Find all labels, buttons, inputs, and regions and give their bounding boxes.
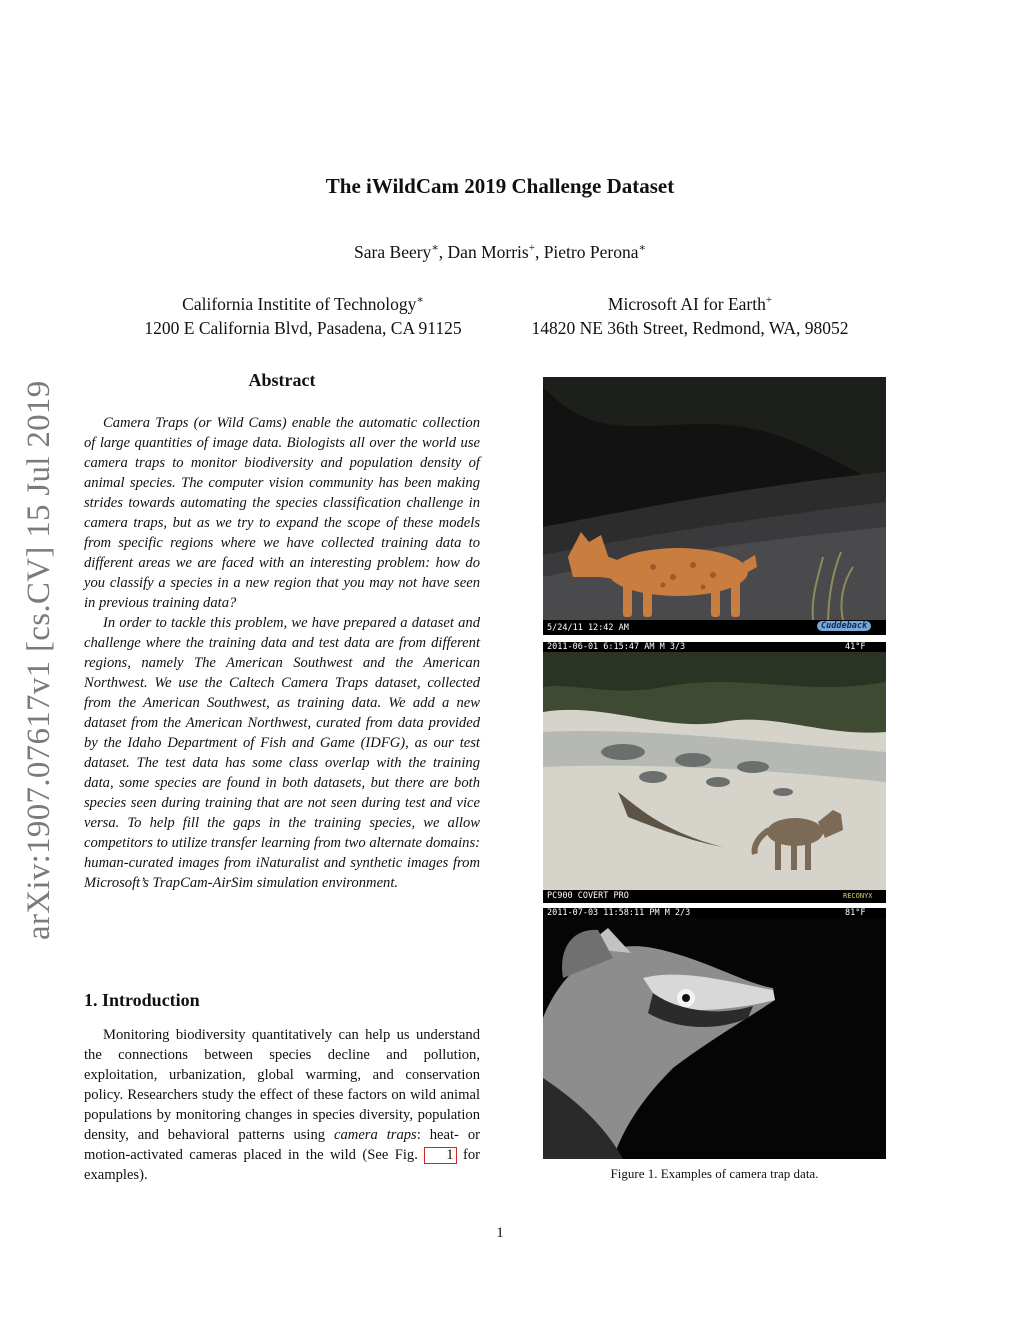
camera-trap-photo-raccoon — [543, 908, 886, 1159]
author-name: Sara Beery — [354, 242, 432, 262]
page-number: 1 — [496, 1225, 504, 1241]
photo-timestamp: 2011-07-03 11:58:11 PM M 2/3 — [547, 908, 691, 918]
author-mark: + — [528, 242, 535, 254]
affiliation-caltech — [108, 288, 498, 340]
intro-emphasis: camera traps — [334, 1127, 417, 1143]
camera-trap-photo-bobcat — [543, 377, 886, 635]
affiliation-microsoft — [500, 288, 880, 340]
author-mark: ∗ — [431, 242, 439, 254]
introduction-body — [84, 1025, 480, 1185]
author-mark: ∗ — [638, 242, 646, 254]
abstract-heading: Abstract — [248, 370, 316, 390]
introduction-paragraph — [84, 1025, 480, 1185]
abstract-paragraph: Camera Traps (or Wild Cams) enable the automatic collection of large quantities of image data. Biologists all over the world use camera traps to monitor biodiversity and population density of animal species. The computer vision community has been making strides towards automating the species classification challenge in camera traps, but as we try to expand the scope of these models from specific regions where we have collected training data to different areas we are faced with an interesting problem: how do you classify a species in a new region that you may not have seen in previous training data? — [84, 415, 480, 611]
affiliation-address: 14820 NE 36th Street, Redmond, WA, 98052 — [531, 318, 849, 338]
photo-temperature: 41°F — [845, 642, 866, 652]
affiliation-address: 1200 E California Blvd, Pasadena, CA 91125 — [144, 318, 462, 338]
photo-timestamp: 2011-06-01 6:15:47 AM M 3/3 — [547, 642, 686, 652]
camera-brand-logo: RECONYX — [843, 892, 873, 900]
abstract-paragraph: In order to tackle this problem, we have prepared a dataset and challenge where the training data and test data are from different regions, namely The American Southwest and the American Northwest. We use the Caltech Camera Traps dataset, collected from the American Southwest, as training data. We add a new dataset from the American Northwest, curated from data provided by the Idaho Department of Fish and Game (IDFG), as our test dataset. The test data has some class overlap with the training data, some species are found in both datasets, but there are both species seen during training that are not seen during test and vice versa. To help fill the gaps in the training species, we allow competitors to utilize transfer learning from two alternate domains: human-curated images from iNaturalist and synthetic images from Microsoft’s TrapCam-AirSim simulation environment. — [84, 615, 480, 891]
photo-timestamp: 5/24/11 12:42 AM — [547, 623, 629, 633]
abstract-body — [84, 413, 480, 893]
arxiv-identifier[interactable]: arXiv:1907.07617v1 [cs.CV] 15 Jul 2019 — [21, 380, 57, 940]
affiliation-mark: + — [765, 294, 773, 306]
photo-temperature: 81°F — [845, 908, 866, 918]
paper-title: The iWildCam 2019 Challenge Dataset — [325, 174, 675, 198]
author-name: Pietro Perona — [543, 242, 639, 262]
affiliation-name: Microsoft AI for Earth — [607, 294, 766, 314]
intro-text: Monitoring biodiversity quantitatively can help us understand the connections between species decline and pollution, exploitation, urbanization, global warming, and conservation policy. Researchers study the effect of these factors on wild animal populations by monitoring changes in species diversity, population density, and behavioral patterns using — [84, 1027, 480, 1143]
camera-brand-logo: Cuddeback — [817, 621, 871, 631]
figure-caption: Figure 1. Examples of camera trap data. — [610, 1166, 819, 1181]
camera-trap-photo-coyote — [543, 642, 886, 903]
figure-reference-link[interactable]: 1 — [424, 1147, 456, 1164]
author-name: Dan Morris — [447, 242, 529, 262]
intro-text: : heat- or motion-activated cameras placed in the wild (See Fig. — [84, 1127, 480, 1163]
affiliation-name: California Institite of Technology — [182, 294, 417, 314]
affiliation-mark: ∗ — [416, 294, 424, 306]
camera-model-label: PC900 COVERT PRO — [547, 891, 629, 901]
section-heading-introduction: 1. Introduction — [84, 990, 200, 1010]
intro-text: for examples). — [84, 1147, 480, 1183]
author-list: Sara Beery∗, Dan Morris+, Pietro Perona∗ — [354, 242, 646, 262]
